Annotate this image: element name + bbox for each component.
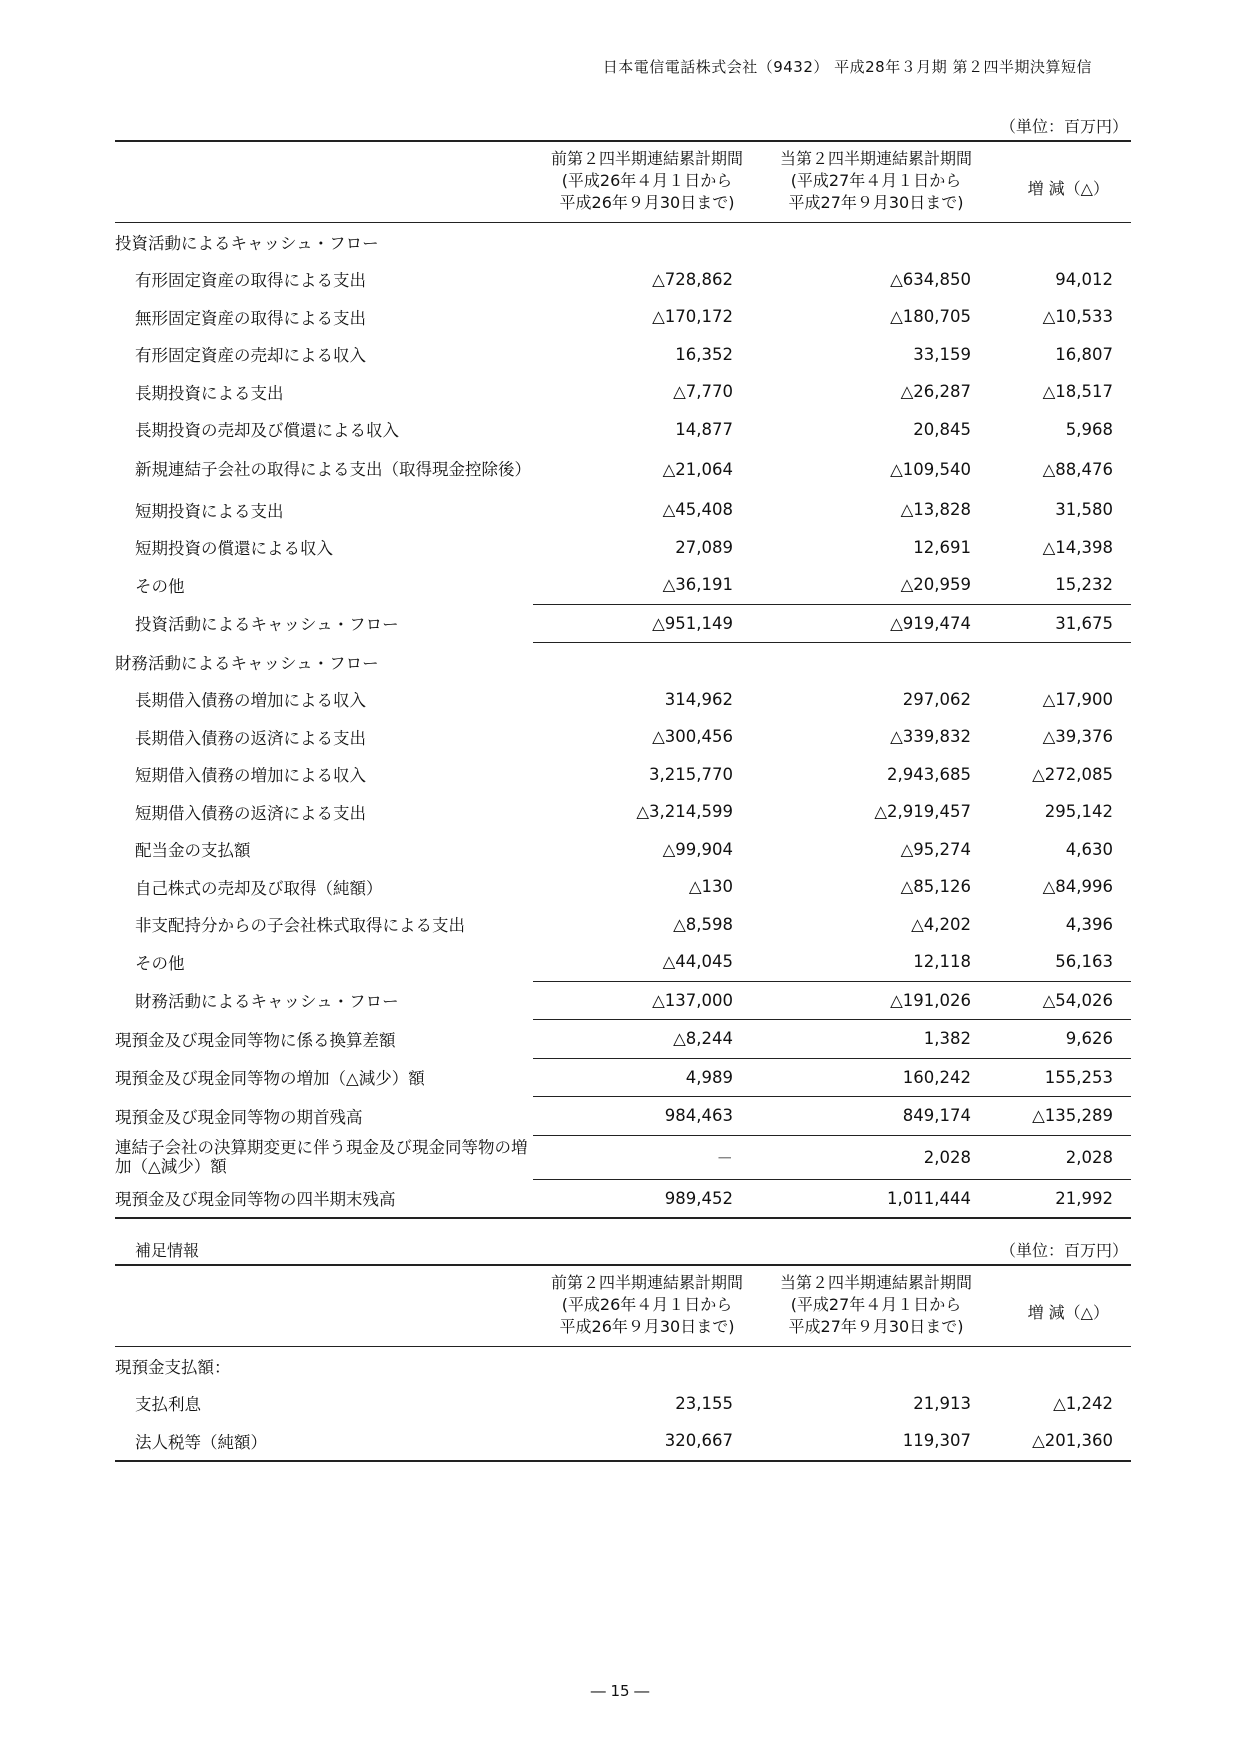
table-row	[115, 1058, 1131, 1097]
table-row	[115, 1422, 1131, 1461]
value-prev: △44,045	[662, 952, 733, 972]
table-row	[115, 448, 1131, 491]
value-diff: △17,900	[1042, 689, 1113, 709]
row-label: 財務活動によるキャッシュ・フロー	[115, 653, 379, 673]
value-diff: 9,626	[991, 1020, 1131, 1059]
value-curr: △85,126	[900, 877, 971, 897]
value-curr: 849,174	[761, 1097, 991, 1136]
row-label: 短期借入債務の増加による収入	[135, 766, 366, 786]
unit-label: （単位：百万円）	[999, 117, 1128, 136]
value-curr: 33,159	[913, 344, 971, 364]
value-diff: 94,012	[1055, 269, 1113, 289]
table-row	[115, 793, 1131, 831]
table-row	[115, 1135, 1131, 1179]
row-label: その他	[135, 577, 185, 596]
value-prev: 14,877	[675, 419, 733, 439]
header-prev-period	[533, 1265, 761, 1347]
value-diff: △272,085	[1032, 764, 1113, 784]
unit-label-supplementary: （単位：百万円）	[999, 1241, 1128, 1260]
value-diff: △14,398	[1042, 537, 1113, 557]
header-prev-line2: (平成26年４月１日から	[561, 1295, 733, 1314]
document-header: 日本電信電話株式会社（9432） 平成28年３月期 第２四半期決算短信	[602, 58, 1092, 76]
value-curr: 297,062	[902, 689, 971, 709]
value-diff: △135,289	[991, 1097, 1131, 1136]
value-curr: 2,028	[761, 1135, 991, 1179]
value-curr: 160,242	[761, 1058, 991, 1097]
value-curr: 12,691	[913, 537, 971, 557]
value-curr: 12,118	[913, 952, 971, 972]
value-curr: 21,913	[913, 1393, 971, 1413]
table-row	[115, 643, 1131, 681]
row-label: 長期借入債務の増加による収入	[135, 691, 366, 711]
table-row	[115, 943, 1131, 981]
value-diff	[991, 1347, 1131, 1385]
table-header-row	[115, 1265, 1131, 1347]
table-row	[115, 1347, 1131, 1385]
table-row	[115, 604, 1131, 643]
table-row	[115, 831, 1131, 869]
row-label: 連結子会社の決算期変更に伴う現金及び現金同等物の増加（△減少）額	[115, 1138, 528, 1176]
table-row	[115, 981, 1131, 1020]
value-diff: △39,376	[1042, 727, 1113, 747]
table-row	[115, 566, 1131, 604]
table-row	[115, 1097, 1131, 1136]
value-curr: △26,287	[900, 382, 971, 402]
value-prev: 314,962	[664, 689, 733, 709]
value-curr: 2,943,685	[887, 764, 971, 784]
row-label: 現預金及び現金同等物の期首残高	[115, 1107, 363, 1127]
value-diff: △1,242	[1053, 1393, 1113, 1413]
value-curr: △13,828	[900, 500, 971, 520]
header-curr-period	[761, 1265, 991, 1347]
value-diff: 16,807	[1055, 344, 1113, 364]
value-prev: △45,408	[662, 500, 733, 520]
table-row	[115, 529, 1131, 567]
value-diff: 2,028	[991, 1135, 1131, 1179]
value-curr: 1,011,444	[761, 1179, 991, 1218]
header-prev-period	[533, 141, 761, 223]
row-label: 短期投資の償還による収入	[135, 539, 333, 559]
value-prev: 23,155	[675, 1393, 733, 1413]
value-prev	[533, 1347, 761, 1385]
header-blank	[115, 1265, 533, 1347]
value-prev: △7,770	[673, 382, 733, 402]
table-row	[115, 681, 1131, 719]
value-prev: 989,452	[533, 1179, 761, 1218]
value-prev: 16,352	[675, 344, 733, 364]
value-diff: 4,396	[1065, 914, 1113, 934]
value-diff: △88,476	[1042, 460, 1113, 479]
header-curr-line1: 当第２四半期連結累計期間	[779, 149, 972, 168]
value-prev: 27,089	[675, 537, 733, 557]
value-curr: △919,474	[761, 604, 991, 643]
table-row	[115, 1179, 1131, 1218]
value-curr	[761, 643, 991, 681]
value-prev: △170,172	[652, 307, 733, 327]
value-diff: 21,992	[991, 1179, 1131, 1218]
value-prev: 320,667	[533, 1422, 761, 1461]
table-row	[115, 336, 1131, 374]
row-label: 投資活動によるキャッシュ・フロー	[135, 615, 399, 635]
value-diff: 155,253	[991, 1058, 1131, 1097]
value-curr: 1,382	[761, 1020, 991, 1059]
value-diff	[991, 643, 1131, 681]
table-header-row	[115, 141, 1131, 223]
value-diff: △10,533	[1042, 307, 1113, 327]
table-row	[115, 298, 1131, 336]
table-row	[115, 1020, 1131, 1059]
table-row	[115, 261, 1131, 299]
table-row	[115, 373, 1131, 411]
row-label: 有形固定資産の取得による支出	[135, 271, 366, 291]
value-diff	[991, 223, 1131, 261]
page-number: ― 15 ―	[590, 1682, 650, 1700]
value-prev: △728,862	[652, 269, 733, 289]
value-diff: 15,232	[1055, 575, 1113, 595]
header-prev-line2: (平成26年４月１日から	[561, 171, 733, 190]
row-label: 有形固定資産の売却による収入	[135, 346, 366, 366]
value-prev: △137,000	[533, 981, 761, 1020]
header-prev-line3: 平成26年９月30日まで)	[559, 193, 735, 212]
header-curr-line1: 当第２四半期連結累計期間	[779, 1273, 972, 1292]
value-diff: △201,360	[991, 1422, 1131, 1461]
row-label: 短期投資による支出	[135, 501, 284, 521]
value-curr	[761, 223, 991, 261]
value-prev: △8,244	[533, 1020, 761, 1059]
row-label: 現預金及び現金同等物の四半期末残高	[115, 1179, 533, 1218]
value-prev: △130	[688, 877, 733, 897]
value-curr: △20,959	[900, 575, 971, 595]
supplementary-table	[115, 1264, 1131, 1462]
table-row	[115, 718, 1131, 756]
row-label: 長期投資による支出	[135, 383, 284, 403]
header-prev-line1: 前第２四半期連結累計期間	[550, 1273, 743, 1292]
header-curr-line3: 平成27年９月30日まで)	[788, 193, 964, 212]
table-row	[115, 223, 1131, 261]
row-label: 支払利息	[135, 1395, 201, 1415]
value-prev: 984,463	[533, 1097, 761, 1136]
row-label: 自己株式の売却及び取得（純額）	[135, 878, 383, 898]
row-label: 無形固定資産の取得による支出	[135, 308, 366, 328]
value-prev: △99,904	[662, 839, 733, 859]
header-diff: 増 減（△）	[991, 141, 1131, 223]
value-prev: △951,149	[533, 604, 761, 643]
table-row	[115, 491, 1131, 529]
row-label: 非支配持分からの子会社株式取得による支出	[135, 916, 465, 936]
header-curr-line2: (平成27年４月１日から	[790, 1295, 962, 1314]
row-label: 法人税等（純額）	[115, 1422, 533, 1461]
value-diff: △54,026	[991, 981, 1131, 1020]
value-diff: 31,580	[1055, 500, 1113, 520]
value-diff: 295,142	[1044, 802, 1113, 822]
value-prev: 3,215,770	[649, 764, 733, 784]
value-curr: △2,919,457	[874, 802, 971, 822]
value-prev: △300,456	[652, 727, 733, 747]
header-diff: 増 減（△）	[991, 1265, 1131, 1347]
row-label: 長期借入債務の返済による支出	[135, 728, 366, 748]
row-label: 配当金の支払額	[135, 841, 251, 861]
value-curr: △109,540	[890, 460, 971, 479]
value-prev	[533, 223, 761, 261]
value-diff: 4,630	[1065, 839, 1113, 859]
table-row	[115, 411, 1131, 449]
cash-flow-table	[115, 140, 1131, 1219]
header-curr-line3: 平成27年９月30日まで)	[788, 1317, 964, 1336]
value-prev: 4,989	[533, 1058, 761, 1097]
header-curr-period	[761, 141, 991, 223]
row-label: 現預金及び現金同等物の増加（△減少）額	[115, 1069, 425, 1089]
value-curr: 20,845	[913, 419, 971, 439]
value-prev: △21,064	[662, 460, 733, 479]
row-label: 新規連結子会社の取得による支出（取得現金控除後）	[135, 460, 531, 479]
header-blank	[115, 141, 533, 223]
value-prev: －	[533, 1135, 761, 1179]
value-diff: 56,163	[1055, 952, 1113, 972]
value-curr: 119,307	[761, 1422, 991, 1461]
value-curr: △634,850	[890, 269, 971, 289]
table-row	[115, 1385, 1131, 1423]
value-curr: △4,202	[911, 914, 971, 934]
row-label: その他	[135, 954, 185, 973]
header-curr-line2: (平成27年４月１日から	[790, 171, 962, 190]
value-prev	[533, 643, 761, 681]
value-diff: 5,968	[1065, 419, 1113, 439]
value-curr: △95,274	[900, 839, 971, 859]
table-row	[115, 756, 1131, 794]
value-diff: 31,675	[991, 604, 1131, 643]
row-label: 現預金及び現金同等物に係る換算差額	[115, 1030, 396, 1050]
row-label: 短期借入債務の返済による支出	[135, 803, 366, 823]
header-prev-line1: 前第２四半期連結累計期間	[550, 149, 743, 168]
row-label: 投資活動によるキャッシュ・フロー	[115, 233, 379, 253]
value-prev: △3,214,599	[636, 802, 733, 822]
table-row	[115, 906, 1131, 944]
row-label: 財務活動によるキャッシュ・フロー	[135, 992, 399, 1012]
value-diff: △18,517	[1042, 382, 1113, 402]
value-diff: △84,996	[1042, 877, 1113, 897]
value-prev: △36,191	[662, 575, 733, 595]
value-curr: △180,705	[890, 307, 971, 327]
table-row	[115, 868, 1131, 906]
supplementary-title: 補足情報	[135, 1241, 200, 1260]
value-curr: △339,832	[890, 727, 971, 747]
value-prev: △8,598	[673, 914, 733, 934]
row-label: 現預金支払額：	[115, 1357, 231, 1377]
value-curr	[761, 1347, 991, 1385]
row-label: 長期投資の売却及び償還による収入	[135, 421, 399, 441]
header-prev-line3: 平成26年９月30日まで)	[559, 1317, 735, 1336]
value-curr: △191,026	[761, 981, 991, 1020]
